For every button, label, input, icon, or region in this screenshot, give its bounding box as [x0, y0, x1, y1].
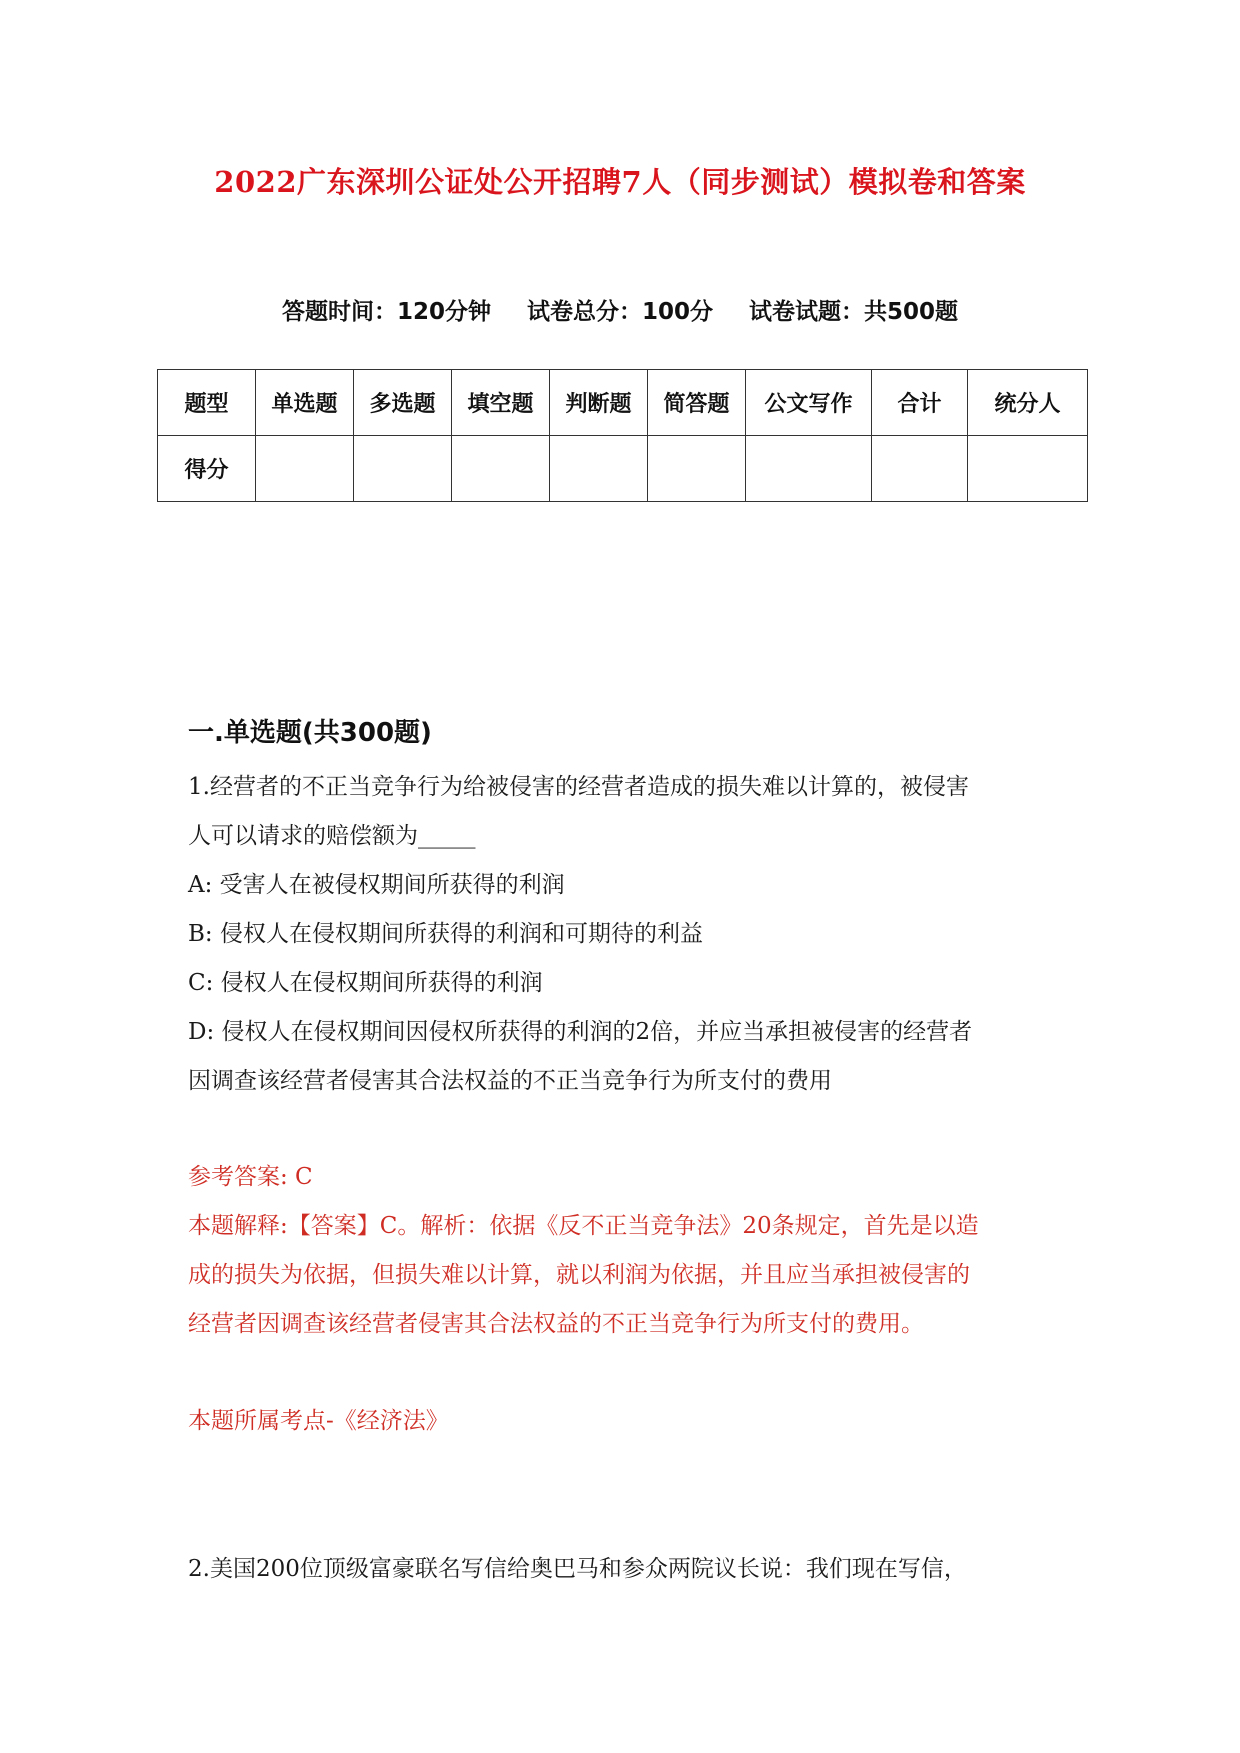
- question-stem-line: 1.经营者的不正当竞争行为给被侵害的经营者造成的损失难以计算的，被侵害: [188, 774, 969, 800]
- score-table-header-row: [158, 370, 1088, 436]
- score-table-header: 填空题: [452, 370, 550, 436]
- explanation-line: 本题解释:【答案】C。解析：依据《反不正当竞争法》20条规定，首先是以造: [188, 1213, 979, 1239]
- score-table-header: 简答题: [648, 370, 746, 436]
- score-cell[interactable]: [746, 436, 872, 502]
- score-table-row: [158, 436, 1088, 502]
- exam-time: 答题时间：120分钟: [281, 299, 491, 325]
- question-2-stem: 2.美国200位顶级富豪联名写信给奥巴马和参众两院议长说：我们现在写信，: [188, 1556, 967, 1582]
- score-cell[interactable]: [648, 436, 746, 502]
- score-cell[interactable]: [872, 436, 968, 502]
- question-1-answer-block: [188, 1153, 1068, 1349]
- score-cell[interactable]: [256, 436, 354, 502]
- exam-meta: [0, 293, 1240, 326]
- score-table-header: 统分人: [968, 370, 1088, 436]
- score-table-header: 判断题: [550, 370, 648, 436]
- score-cell[interactable]: [452, 436, 550, 502]
- option-c: C: 侵权人在侵权期间所获得的利润: [188, 970, 543, 996]
- reference-answer: 参考答案: C: [188, 1164, 313, 1190]
- explanation-line: 成的损失为依据，但损失难以计算，就以利润为依据，并且应当承担被侵害的: [188, 1262, 970, 1288]
- option-d: D: 侵权人在侵权期间因侵权所获得的利润的2倍，并应当承担被侵害的经营者: [188, 1019, 973, 1045]
- explanation-line: 经营者因调查该经营者侵害其合法权益的不正当竞争行为所支付的费用。: [188, 1311, 924, 1337]
- question-stem-line: 人可以请求的赔偿额为_____: [188, 823, 476, 849]
- option-b: B: 侵权人在侵权期间所获得的利润和可期待的利益: [188, 921, 703, 947]
- score-table-header: 题型: [158, 370, 256, 436]
- score-cell[interactable]: [354, 436, 452, 502]
- score-cell[interactable]: [550, 436, 648, 502]
- question-1-stem: [188, 763, 1068, 1106]
- option-d-continued: 因调查该经营者侵害其合法权益的不正当竞争行为所支付的费用: [188, 1068, 832, 1094]
- score-table-header: 多选题: [354, 370, 452, 436]
- score-table-header: 合计: [872, 370, 968, 436]
- option-a: A: 受害人在被侵权期间所获得的利润: [188, 872, 565, 898]
- score-table-header: 单选题: [256, 370, 354, 436]
- score-table: [157, 369, 1088, 502]
- exam-question-count: 试卷试题：共500题: [749, 299, 959, 325]
- section-heading: 一.单选题(共300题): [188, 718, 432, 748]
- exam-total-score: 试卷总分：100分: [526, 299, 713, 325]
- score-table-header: 公文写作: [746, 370, 872, 436]
- document-title: 2022广东深圳公证处公开招聘7人（同步测试）模拟卷和答案: [214, 165, 1026, 199]
- score-cell[interactable]: [968, 436, 1088, 502]
- question-1-topic: 本题所属考点-《经济法》: [188, 1408, 449, 1434]
- score-row-label: 得分: [158, 436, 256, 502]
